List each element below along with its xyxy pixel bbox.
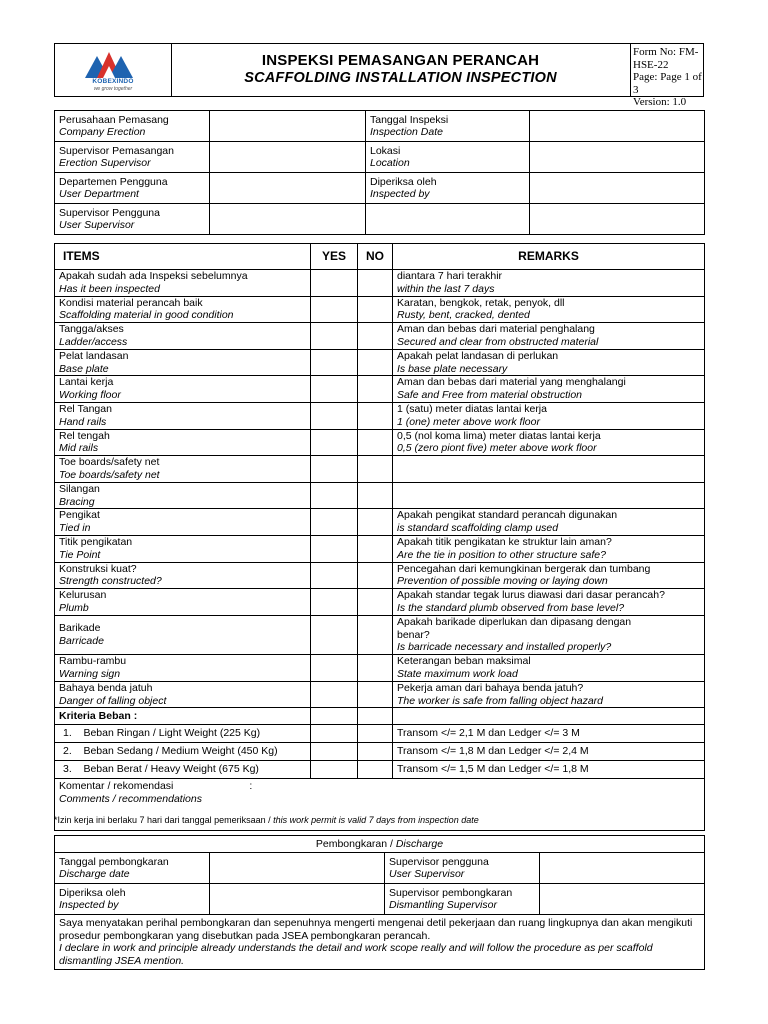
checklist-row	[55, 349, 705, 376]
no-header: NO	[358, 244, 393, 270]
no-checkbox[interactable]	[358, 402, 393, 429]
remark-cell	[393, 429, 705, 456]
discharge-label-en: User Supervisor	[389, 868, 465, 880]
yes-checkbox[interactable]	[311, 349, 358, 376]
discharge-label	[55, 853, 210, 884]
validity-note	[54, 815, 479, 825]
remark-cell	[393, 482, 705, 509]
discharge-label-id: Supervisor pengguna	[389, 855, 489, 868]
form-header	[54, 43, 704, 108]
form-number: Form No: FM-HSE-22	[633, 46, 699, 71]
remark-en: Secured and clear from obstructed material	[397, 335, 599, 348]
checklist-row	[55, 681, 705, 708]
info-value-field[interactable]	[530, 173, 705, 204]
item-label	[55, 376, 311, 403]
info-value-field[interactable]	[530, 142, 705, 173]
checklist-row	[55, 535, 705, 562]
info-label-id: Tanggal Inspeksi	[370, 113, 449, 126]
remark-en: Rusty, bent, cracked, dented	[397, 309, 530, 322]
item-en: Scaffolding material in good condition	[59, 309, 234, 322]
remark-en: within the last 7 days	[397, 282, 495, 295]
no-checkbox[interactable]	[358, 681, 393, 708]
yes-checkbox[interactable]	[311, 725, 358, 743]
item-en: Working floor	[59, 389, 121, 402]
remark-cell	[393, 535, 705, 562]
info-label-en: Company Erection	[59, 126, 146, 138]
remark-en: Is base plate necessary	[397, 362, 508, 375]
item-id: Bahaya benda jatuh	[59, 681, 153, 694]
remark-en: The worker is safe from falling object hazard	[397, 694, 604, 707]
empty-cell	[358, 708, 393, 725]
note-english: this work permit is valid 7 days from inspection date	[273, 815, 479, 825]
item-id: Kondisi material perancah baik	[59, 296, 203, 309]
yes-checkbox[interactable]	[311, 376, 358, 403]
info-label-en: Erection Supervisor	[59, 157, 151, 169]
title-indonesian: INSPEKSI PEMASANGAN PERANCAH	[261, 52, 540, 69]
item-label	[55, 535, 311, 562]
version: Version: 1.0	[633, 96, 687, 108]
info-row	[55, 142, 705, 173]
info-value-field[interactable]	[530, 111, 705, 142]
info-label-id: Perusahaan Pemasang	[59, 113, 169, 126]
checklist-row	[55, 296, 705, 323]
no-checkbox[interactable]	[358, 655, 393, 682]
item-label	[55, 456, 311, 483]
kriteria-label-row	[55, 708, 705, 725]
info-label-id: Supervisor Pengguna	[59, 206, 160, 219]
info-label-en: Inspection Date	[370, 126, 443, 138]
remark-en: Is the standard plumb observed from base level?	[397, 601, 625, 614]
title-english: SCAFFOLDING INSTALLATION INSPECTION	[244, 70, 557, 86]
remark-cell	[393, 562, 705, 589]
logo-tagline: we grow together	[93, 86, 133, 92]
info-value-field[interactable]	[210, 142, 366, 173]
yes-checkbox[interactable]	[311, 429, 358, 456]
item-id: Pengikat	[59, 509, 100, 522]
yes-checkbox[interactable]	[311, 743, 358, 761]
no-checkbox[interactable]	[358, 615, 393, 654]
remark-id: Aman dan bebas dari material penghalang	[397, 323, 595, 336]
no-checkbox[interactable]	[358, 270, 393, 297]
info-table	[54, 110, 705, 235]
item-id: Lantai kerja	[59, 376, 114, 389]
no-checkbox[interactable]	[358, 509, 393, 536]
discharge-value-field[interactable]	[540, 853, 705, 884]
no-checkbox[interactable]	[358, 296, 393, 323]
item-id: Pelat landasan	[59, 349, 129, 362]
item-label	[55, 429, 311, 456]
criteria-remark-cell	[393, 761, 705, 779]
item-id: Toe boards/safety net	[59, 456, 160, 469]
checklist-row	[55, 270, 705, 297]
info-label	[366, 173, 530, 204]
remark-en: Prevention of possible moving or laying down	[397, 575, 608, 588]
criteria-number: 1.	[63, 727, 72, 740]
remark-id: Apakah standar tegak lurus diawasi dari dasar perancah?	[397, 589, 665, 602]
items-table	[54, 243, 705, 831]
info-label-en: User Supervisor	[59, 219, 135, 231]
page-number: Page: Page 1 of 3	[633, 71, 702, 96]
checklist-row	[55, 456, 705, 483]
item-label	[55, 655, 311, 682]
item-label	[55, 296, 311, 323]
no-checkbox[interactable]	[358, 761, 393, 779]
discharge-label-id: Supervisor pembongkaran	[389, 886, 513, 899]
info-label	[55, 204, 210, 235]
remark-cell	[393, 456, 705, 483]
item-label	[55, 615, 311, 654]
info-label-id: Departemen Pengguna	[59, 175, 168, 188]
remark-cell	[393, 509, 705, 536]
yes-checkbox[interactable]	[311, 509, 358, 536]
item-id: Tangga/akses	[59, 323, 124, 336]
remark-id: Apakah pengikat standard perancah digunakan	[397, 509, 618, 522]
info-label	[366, 111, 530, 142]
declaration-id: Saya menyatakan perihal pembongkaran dan sepenuhnya mengerti mengenai detil pekerjaan dan ruang lingkupnya dan akan mengikuti prosedur pembongkaran yang disebutkan pada JSEA pembongkaran perancah.	[59, 917, 693, 942]
discharge-heading: Pembongkaran / Discharge	[55, 836, 705, 853]
remark-cell	[393, 270, 705, 297]
criteria-cell	[55, 761, 311, 779]
criteria-number: 2.	[63, 745, 72, 758]
no-checkbox[interactable]	[358, 482, 393, 509]
remark-en: 0,5 (zero piont five) meter above work floor	[397, 442, 597, 455]
item-label	[55, 509, 311, 536]
discharge-value-field[interactable]	[540, 884, 705, 915]
load-criteria-row	[55, 761, 705, 779]
note-indonesian: *Izin kerja ini berlaku 7 hari dari tanggal pemeriksaan /	[54, 815, 274, 825]
remark-cell	[393, 615, 705, 654]
yes-checkbox[interactable]	[311, 615, 358, 654]
remark-cell	[393, 589, 705, 616]
info-row	[55, 173, 705, 204]
checklist-row	[55, 655, 705, 682]
criteria-remark-cell	[393, 743, 705, 761]
item-label	[55, 349, 311, 376]
discharge-table	[54, 835, 705, 970]
discharge-value-field[interactable]	[210, 853, 385, 884]
item-en: Plumb	[59, 601, 89, 614]
info-row	[55, 111, 705, 142]
item-label	[55, 482, 311, 509]
criteria-number: 3.	[63, 763, 72, 776]
remark-id: 1 (satu) meter diatas lantai kerja	[397, 402, 547, 415]
discharge-label	[385, 884, 540, 915]
item-en: Base plate	[59, 362, 109, 375]
remark-cell	[393, 376, 705, 403]
info-row	[55, 204, 705, 235]
yes-checkbox[interactable]	[311, 655, 358, 682]
yes-checkbox[interactable]	[311, 761, 358, 779]
remark-en: Are the tie in position to other structure safe?	[397, 548, 606, 561]
remark-id: Aman dan bebas dari material yang menghalangi	[397, 376, 626, 389]
info-label-en: User Department	[59, 188, 139, 200]
yes-checkbox[interactable]	[311, 482, 358, 509]
checklist-row	[55, 376, 705, 403]
item-en: Ladder/access	[59, 335, 128, 348]
item-en: Hand rails	[59, 415, 107, 428]
info-label	[366, 204, 530, 235]
criteria-remark-cell	[393, 725, 705, 743]
item-label	[55, 681, 311, 708]
no-checkbox[interactable]	[358, 562, 393, 589]
no-checkbox[interactable]	[358, 743, 393, 761]
remark-cell	[393, 681, 705, 708]
item-en: Mid rails	[59, 442, 99, 455]
item-en: Warning sign	[59, 667, 121, 680]
criteria-label: Beban Berat / Heavy Weight (675 Kg)	[83, 763, 259, 776]
yes-checkbox[interactable]	[311, 681, 358, 708]
item-id: Rambu-rambu	[59, 655, 127, 668]
remark-id: Apakah barikade diperlukan dan dipasang dengan	[397, 615, 632, 628]
info-label-en: Inspected by	[370, 188, 430, 200]
remark-cell	[393, 349, 705, 376]
no-checkbox[interactable]	[358, 589, 393, 616]
info-label-id: Lokasi	[370, 144, 401, 157]
item-id: Silangan	[59, 482, 100, 495]
yes-checkbox[interactable]	[311, 323, 358, 350]
remark-id: Keterangan beban maksimal	[397, 655, 531, 668]
item-en: Toe boards/safety net	[59, 468, 160, 481]
declaration-row	[55, 915, 705, 970]
item-en: Tied in	[59, 522, 91, 535]
criteria-label: Beban Sedang / Medium Weight (450 Kg)	[83, 745, 278, 758]
no-checkbox[interactable]	[358, 429, 393, 456]
remark-id: Pekerja aman dari bahaya benda jatuh?	[397, 681, 584, 694]
discharge-label-id: Tanggal pembongkaran	[59, 855, 169, 868]
info-value-field[interactable]	[210, 204, 366, 235]
kriteria-label-cell	[55, 708, 311, 725]
remark-en: 1 (one) meter above work floor	[397, 415, 540, 428]
info-value-field[interactable]	[210, 111, 366, 142]
remark-en: Safe and Free from material obstruction	[397, 389, 583, 402]
yes-header: YES	[311, 244, 358, 270]
no-checkbox[interactable]	[358, 323, 393, 350]
checklist-row	[55, 482, 705, 509]
criteria-remark: Transom </= 2,1 M dan Ledger </= 3 M	[397, 727, 580, 740]
item-label	[55, 562, 311, 589]
remark-id-cont: benar?	[397, 628, 430, 641]
remark-en: is standard scaffolding clamp used	[397, 522, 559, 535]
no-checkbox[interactable]	[358, 725, 393, 743]
discharge-row	[55, 884, 705, 915]
info-label-id: Diperiksa oleh	[370, 175, 437, 188]
comment-label-id: Komentar / rekomendasi :	[59, 780, 253, 793]
info-label-id: Supervisor Pemasangan	[59, 144, 174, 157]
discharge-label	[55, 884, 210, 915]
checklist-row	[55, 562, 705, 589]
item-id: Konstruksi kuat?	[59, 562, 137, 575]
item-en: Barricade	[59, 634, 104, 647]
remark-id: Apakah pelat landasan di perlukan	[397, 349, 559, 362]
info-label	[55, 142, 210, 173]
items-header: ITEMS	[55, 244, 311, 270]
item-label	[55, 402, 311, 429]
item-en: Tie Point	[59, 548, 101, 561]
criteria-remark: Transom </= 1,8 M dan Ledger </= 2,4 M	[397, 745, 589, 758]
item-label	[55, 270, 311, 297]
info-value-field[interactable]	[530, 204, 705, 235]
discharge-label-en: Dismantling Supervisor	[389, 899, 497, 911]
item-id: Kelurusan	[59, 589, 107, 602]
yes-checkbox[interactable]	[311, 589, 358, 616]
remark-id: Apakah titik pengikatan ke struktur lain aman?	[397, 535, 612, 548]
item-id: Rel tengah	[59, 429, 110, 442]
criteria-cell	[55, 725, 311, 743]
remarks-header: REMARKS	[393, 244, 705, 270]
yes-checkbox[interactable]	[311, 456, 358, 483]
no-checkbox[interactable]	[358, 535, 393, 562]
form-meta	[633, 44, 705, 108]
remark-en: State maximum work load	[397, 667, 518, 680]
item-id: Rel Tangan	[59, 402, 112, 415]
remark-cell	[393, 402, 705, 429]
info-label	[366, 142, 530, 173]
empty-cell	[393, 708, 705, 725]
comment-label-en: Comments / recommendations	[59, 793, 202, 806]
remark-id: 0,5 (nol koma lima) meter diatas lantai kerja	[397, 429, 601, 442]
remark-cell	[393, 655, 705, 682]
item-label	[55, 323, 311, 350]
form-title	[171, 44, 631, 96]
item-en: Danger of falling object	[59, 694, 167, 707]
criteria-label: Beban Ringan / Light Weight (225 Kg)	[83, 727, 261, 740]
discharge-label-en: Discharge date	[59, 868, 130, 880]
info-label	[55, 111, 210, 142]
company-logo	[55, 44, 172, 96]
remark-id: diantara 7 hari terakhir	[397, 270, 503, 282]
remark-id: Pencegahan dari kemungkinan bergerak dan tumbang	[397, 562, 651, 575]
remark-cell	[393, 296, 705, 323]
no-checkbox[interactable]	[358, 349, 393, 376]
item-en: Bracing	[59, 495, 95, 508]
yes-checkbox[interactable]	[311, 535, 358, 562]
info-label-en: Location	[370, 157, 410, 169]
checklist-row	[55, 589, 705, 616]
checklist-row	[55, 402, 705, 429]
discharge-label-id: Diperiksa oleh	[59, 886, 126, 899]
discharge-row	[55, 853, 705, 884]
item-en: Has it been inspected	[59, 282, 160, 295]
item-en: Strength constructed?	[59, 575, 162, 588]
checklist-row	[55, 615, 705, 654]
no-checkbox[interactable]	[358, 376, 393, 403]
discharge-label	[385, 853, 540, 884]
remark-en: Is barricade necessary and installed properly?	[397, 641, 612, 654]
load-criteria-row	[55, 743, 705, 761]
checklist-row	[55, 509, 705, 536]
kriteria-label: Kriteria Beban :	[59, 709, 138, 722]
yes-checkbox[interactable]	[311, 562, 358, 589]
discharge-value-field[interactable]	[210, 884, 385, 915]
item-id: Apakah sudah ada Inspeksi sebelumnya	[59, 270, 248, 282]
yes-checkbox[interactable]	[311, 402, 358, 429]
remark-id: Karatan, bengkok, retak, penyok, dll	[397, 296, 565, 309]
yes-checkbox[interactable]	[311, 296, 358, 323]
logo-wordmark: KOBEXINDO	[92, 78, 134, 85]
declaration	[55, 915, 705, 970]
declaration-en: I declare in work and principle already understands the detail and work scope really and will follow the procedure as per scaffold dismantling JSEA mention.	[59, 942, 653, 967]
discharge-label-en: Inspected by	[59, 899, 119, 911]
info-value-field[interactable]	[210, 173, 366, 204]
no-checkbox[interactable]	[358, 456, 393, 483]
remark-cell	[393, 323, 705, 350]
load-criteria-row	[55, 725, 705, 743]
empty-cell	[311, 708, 358, 725]
checklist-row	[55, 429, 705, 456]
checklist-row	[55, 323, 705, 350]
yes-checkbox[interactable]	[311, 270, 358, 297]
info-label	[55, 173, 210, 204]
criteria-cell	[55, 743, 311, 761]
item-label	[55, 589, 311, 616]
item-id: Barikade	[59, 622, 101, 635]
item-id: Titik pengikatan	[59, 535, 133, 548]
criteria-remark: Transom </= 1,5 M dan Ledger </= 1,8 M	[397, 763, 589, 776]
